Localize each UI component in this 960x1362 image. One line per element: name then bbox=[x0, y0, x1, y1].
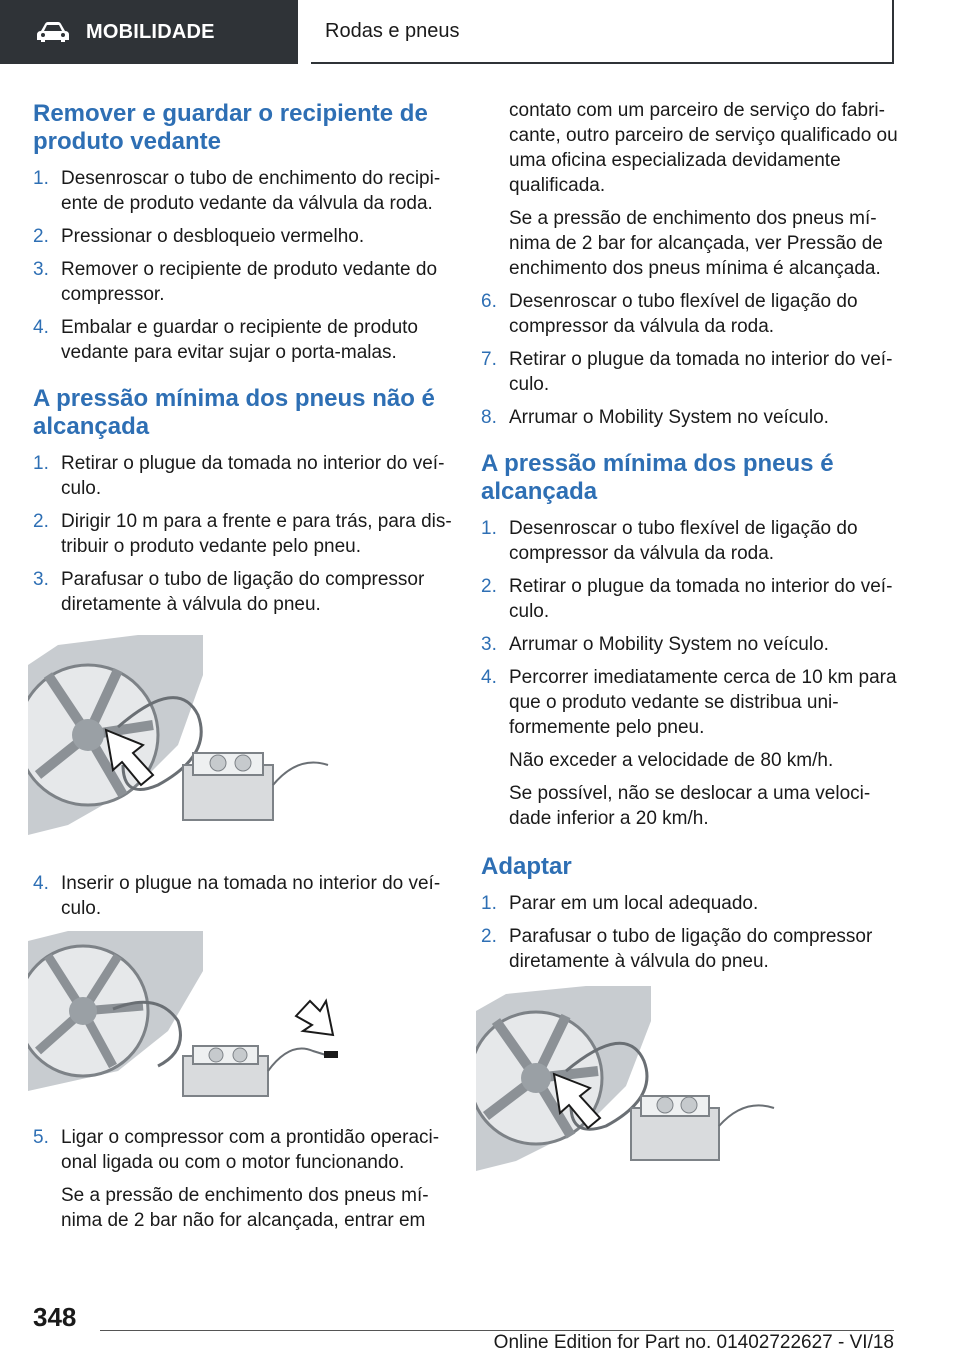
car-icon bbox=[36, 21, 70, 43]
step-number: 2. bbox=[481, 576, 497, 597]
step-text: Retirar o plugue da tomada no interior do veículo. bbox=[509, 349, 893, 395]
step-text: Retirar o plugue da tomada no interior do veículo. bbox=[509, 576, 893, 622]
step-note: Se a pressão de enchimento dos pneus mínima de 2 bar não for alcançada, entrar em bbox=[61, 1185, 429, 1231]
step-text: Arrumar o Mobility System no veículo. bbox=[509, 407, 829, 428]
steps-adapt bbox=[481, 891, 901, 974]
subsection-header bbox=[311, 0, 894, 64]
compressor-valve-illustration-adapt bbox=[476, 986, 806, 1186]
step-text: Desenroscar o tubo flexível de ligação do compressor da válvula da roda. bbox=[509, 291, 858, 337]
step-text: Parafusar o tubo de ligação do compressor diretamente à válvula do pneu. bbox=[61, 569, 425, 615]
footer-divider bbox=[100, 1330, 894, 1331]
speed-note: Não exceder a velocidade de 80 km/h. bbox=[509, 750, 834, 771]
steps-min-pressure-reached bbox=[481, 516, 901, 740]
step-text: Pressionar o desbloqueio vermelho. bbox=[61, 226, 365, 247]
section-tab bbox=[0, 0, 298, 64]
plug-socket-illustration bbox=[28, 931, 358, 1101]
step-note-pressure-reached: Se a pressão de enchimento dos pneus mínima de 2 bar for alcançada, ver Pressão de enchimento dos pneus mínima é alcançada. bbox=[509, 208, 883, 279]
step-text: Parar em um local adequado. bbox=[509, 893, 759, 914]
page-number: 348 bbox=[33, 1302, 77, 1332]
heading-remove-store: Remover e guardar o recipiente de produto vedante bbox=[33, 100, 428, 155]
edition-note: Online Edition for Part no. 01402722627 - VI/18 bbox=[493, 1332, 894, 1353]
list-item bbox=[481, 632, 901, 657]
list-item bbox=[481, 347, 901, 397]
step-number: 7. bbox=[481, 349, 497, 370]
list-item bbox=[33, 451, 453, 501]
step-number: 4. bbox=[481, 667, 497, 688]
step-text: Retirar o plugue da tomada no interior do veículo. bbox=[61, 453, 445, 499]
step-number: 6. bbox=[481, 291, 497, 312]
section-title: MOBILIDADE bbox=[86, 20, 215, 43]
step-note-continued: contato com um parceiro de serviço do fabricante, outro parceiro de serviço qualificado ou uma oficina especializada devidamente qualificada. bbox=[509, 100, 898, 196]
heading-adapt: Adaptar bbox=[481, 853, 572, 880]
compressor-valve-illustration bbox=[28, 635, 358, 855]
step-number: 3. bbox=[33, 259, 49, 280]
subsection-title: Rodas e pneus bbox=[325, 19, 460, 42]
list-item bbox=[33, 224, 453, 249]
step-text: Remover o recipiente de produto vedante do compressor. bbox=[61, 259, 438, 305]
step-number: 3. bbox=[481, 634, 497, 655]
step-number: 5. bbox=[33, 1127, 49, 1148]
list-item bbox=[481, 405, 901, 430]
step-text: Percorrer imediatamente cerca de 10 km para que o produto vedante se distribua uniformemente pelo pneu. bbox=[509, 667, 897, 738]
steps-min-pressure-not-reached bbox=[33, 451, 453, 617]
step-number: 4. bbox=[33, 873, 49, 894]
step-text: Parafusar o tubo de ligação do compressor diretamente à válvula do pneu. bbox=[509, 926, 873, 972]
step-number: 2. bbox=[33, 226, 49, 247]
heading-min-pressure-not-reached: A pressão mínima dos pneus não é alcançada bbox=[33, 385, 435, 440]
step-text: Desenroscar o tubo de enchimento do recipiente de produto vedante da válvula da roda. bbox=[61, 168, 441, 214]
list-item bbox=[481, 924, 901, 974]
step-number: 1. bbox=[481, 518, 497, 539]
step-text: Arrumar o Mobility System no veículo. bbox=[509, 634, 829, 655]
step-text: Ligar o compressor com a prontidão operacional ligada ou com o motor funcionando. bbox=[61, 1127, 440, 1173]
step-text: Embalar e guardar o recipiente de produto vedante para evitar sujar o porta-malas. bbox=[61, 317, 419, 363]
list-item bbox=[33, 315, 453, 365]
step-number: 2. bbox=[33, 511, 49, 532]
list-item bbox=[33, 509, 453, 559]
step-number: 8. bbox=[481, 407, 497, 428]
step-text: Dirigir 10 m para a frente e para trás, para distribuir o produto vedante pelo pneu. bbox=[61, 511, 452, 557]
list-item bbox=[33, 1125, 453, 1175]
list-item bbox=[33, 257, 453, 307]
step-number: 1. bbox=[33, 168, 49, 189]
speed-note-min: Se possível, não se deslocar a uma velocidade inferior a 20 km/h. bbox=[509, 783, 871, 829]
heading-min-pressure-reached: A pressão mínima dos pneus é alcançada bbox=[481, 450, 834, 505]
list-item bbox=[33, 871, 453, 921]
steps-min-pressure-step4 bbox=[33, 871, 453, 921]
step-number: 1. bbox=[481, 893, 497, 914]
list-item bbox=[481, 665, 901, 740]
steps-min-pressure-not-reached-cont bbox=[481, 289, 901, 430]
list-item bbox=[33, 567, 453, 617]
list-item bbox=[481, 516, 901, 566]
list-item bbox=[481, 289, 901, 339]
list-item bbox=[33, 166, 453, 216]
step-number: 1. bbox=[33, 453, 49, 474]
step-text: Desenroscar o tubo flexível de ligação do compressor da válvula da roda. bbox=[509, 518, 858, 564]
step-number: 3. bbox=[33, 569, 49, 590]
steps-min-pressure-step5 bbox=[33, 1125, 453, 1175]
steps-remove-store bbox=[33, 166, 453, 365]
step-text: Inserir o plugue na tomada no interior do veículo. bbox=[61, 873, 441, 919]
step-number: 4. bbox=[33, 317, 49, 338]
step-number: 2. bbox=[481, 926, 497, 947]
right-column bbox=[481, 98, 901, 1186]
list-item bbox=[481, 891, 901, 916]
left-column bbox=[33, 100, 453, 1241]
list-item bbox=[481, 574, 901, 624]
